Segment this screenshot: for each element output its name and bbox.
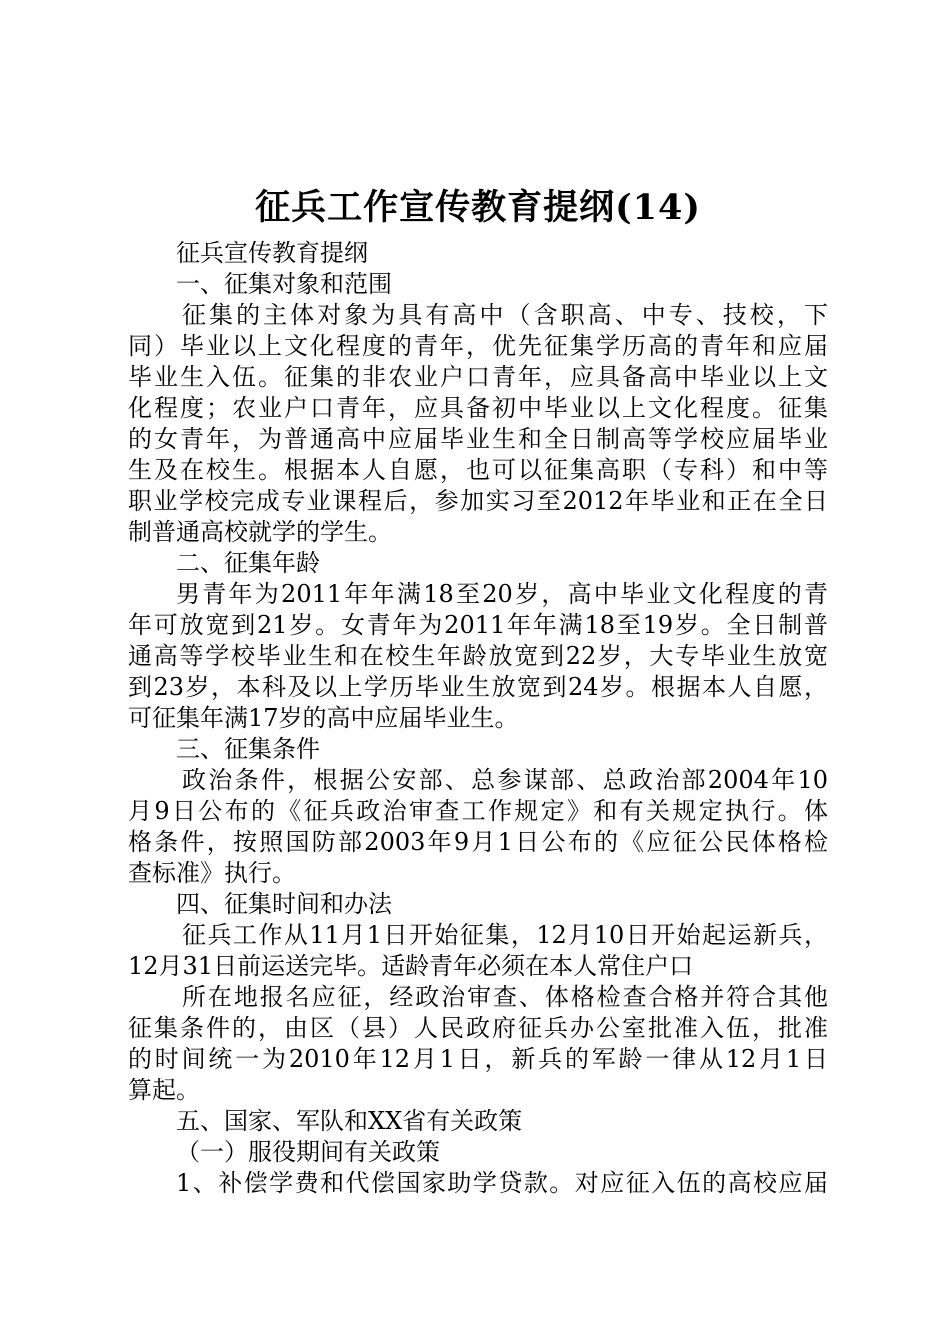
text-line: 查标准》执行。 — [128, 859, 296, 887]
text-line: 到23岁，本科及以上学历毕业生放宽到24岁。根据本人自愿， — [128, 673, 828, 701]
text-line: 制普通高校就学的学生。 — [128, 518, 392, 546]
text-line: 算起。 — [128, 1076, 200, 1104]
text-line: 征兵宣传教育提纲 — [176, 239, 368, 267]
text-line: 征集的主体对象为具有高中（含职高、中专、技校，下 — [182, 301, 828, 329]
text-line: （一）服役期间有关政策 — [176, 1138, 440, 1166]
text-line: 通高等学校毕业生和在校生年龄放宽到22岁，大专毕业生放宽 — [128, 642, 828, 670]
text-line: 征兵工作从11月1日开始征集，12月10日开始起运新兵， — [182, 921, 828, 949]
text-line: 格条件，按照国防部2003年9月1日公布的《应征公民体格检 — [128, 828, 828, 856]
text-line: 一、征集对象和范围 — [176, 270, 392, 298]
text-line: 12月31日前运送完毕。适龄青年必须在本人常住户口 — [128, 952, 694, 980]
text-line: 年可放宽到21岁。女青年为2011年年满18至19岁。全日制普 — [128, 611, 828, 639]
text-line: 可征集年满17岁的高中应届毕业生。 — [128, 704, 519, 732]
text-line: 的女青年，为普通高中应届毕业生和全日制高等学校应届毕业 — [128, 425, 828, 453]
text-line: 的时间统一为2010年12月1日，新兵的军龄一律从12月1日 — [128, 1045, 828, 1073]
text-line: 职业学校完成专业课程后，参加实习至2012年毕业和正在全日 — [128, 487, 828, 515]
text-line: 生及在校生。根据本人自愿，也可以征集高职（专科）和中等 — [128, 456, 828, 484]
text-line: 同）毕业以上文化程度的青年，优先征集学历高的青年和应届 — [128, 332, 828, 360]
text-line: 政治条件，根据公安部、总参谋部、总政治部2004年10 — [182, 766, 828, 794]
document-title: 征兵工作宣传教育提纲(14) — [255, 187, 701, 228]
document-page — [128, 186, 828, 1199]
text-line: 征集条件的，由区（县）人民政府征兵办公室批准入伍，批准 — [128, 1014, 828, 1042]
text-line: 四、征集时间和办法 — [176, 890, 392, 918]
text-line: 三、征集条件 — [176, 735, 320, 763]
text-line: 毕业生入伍。征集的非农业户口青年，应具备高中毕业以上文 — [128, 363, 828, 391]
text-line: 所在地报名应征，经政治审查、体格检查合格并符合其他 — [182, 983, 828, 1011]
text-line: 1、补偿学费和代偿国家助学贷款。对应征入伍的高校应届 — [176, 1169, 828, 1197]
text-line: 男青年为2011年年满18至20岁，高中毕业文化程度的青 — [176, 580, 828, 608]
text-line: 月9日公布的《征兵政治审查工作规定》和有关规定执行。体 — [128, 797, 828, 825]
text-line: 化程度；农业户口青年，应具备初中毕业以上文化程度。征集 — [128, 394, 828, 422]
document-body — [128, 238, 828, 1199]
text-line: 五、国家、军队和XX省有关政策 — [176, 1107, 523, 1135]
text-line: 二、征集年龄 — [176, 549, 320, 577]
